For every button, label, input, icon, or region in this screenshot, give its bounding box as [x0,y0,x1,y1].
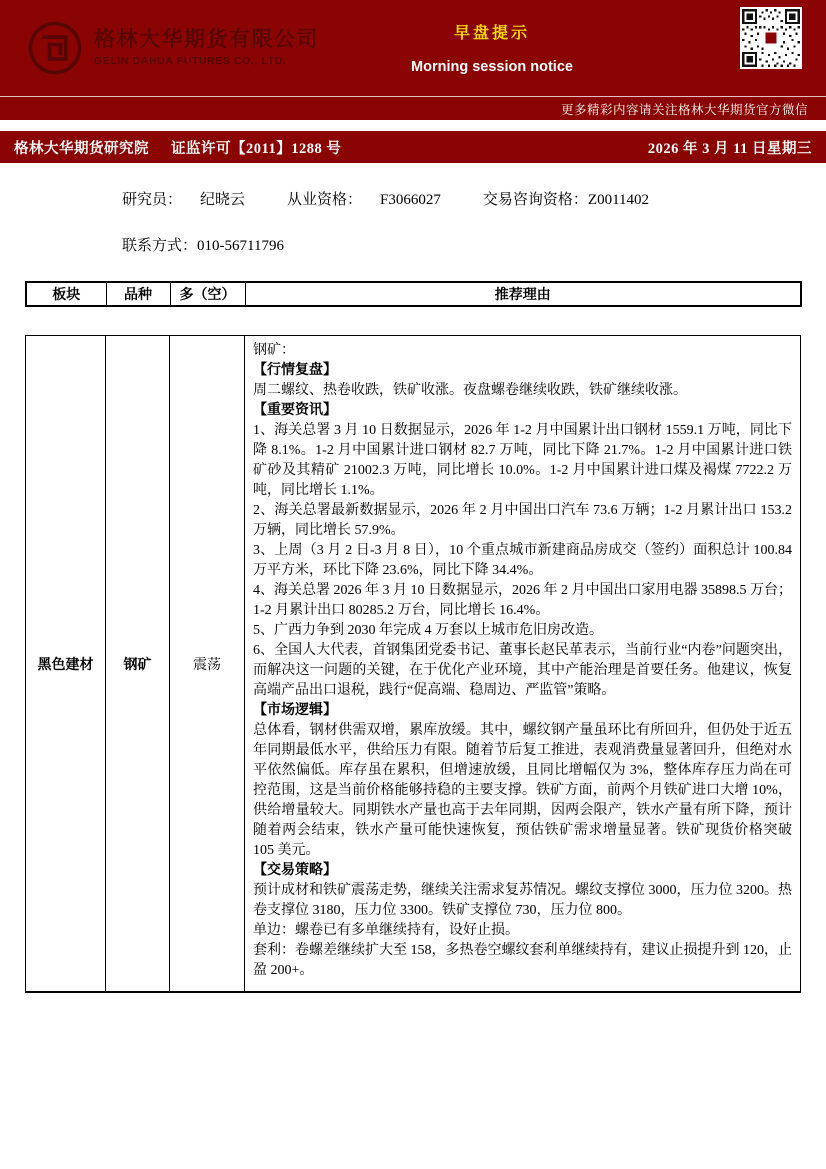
sector-cell: 黑色建材 [26,336,106,993]
advisory-number: Z0011402 [587,192,650,208]
license-number: 证监许可【2011】1288 号 [171,140,342,157]
advisory-label: 交易咨询资格： [482,192,588,208]
col-header-sector: 板块 [26,282,106,306]
reason-paragraph: 【重要资讯】 [253,403,337,418]
notice-title-en: Morning session notice [411,59,573,75]
recommendation-table-body [25,335,801,993]
researcher-info [122,188,826,255]
researcher-row-2 [122,234,826,255]
reason-paragraph: 单边：螺卷已有多单继续持有，设好止损。 [253,923,519,938]
variety-cell: 钢矿 [106,336,170,993]
contact-number: 010-56711796 [197,238,284,254]
reason-paragraph: 3、上周（3 月 2 日-3 月 8 日），10 个重点城市新建商品房成交（签约）面积总计 100.84 万平方米，环比下降 23.6%，同比下降 34.4%。 [253,543,792,578]
reason-paragraph: 【市场逻辑】 [253,703,337,718]
report-date: 2026 年 3 月 11 日星期三 [647,140,812,157]
reason-paragraph: 【行情复盘】 [253,363,337,378]
recommendation-table-header [25,281,802,307]
direction-cell: 震荡 [170,336,245,993]
reason-paragraph: 6、全国人大代表，首钢集团党委书记、董事长赵民革表示，当前行业“内卷”问题突出，而解决这一问题的关键，在于优化产业环境，其中产能治理是首要任务。他建议，恢复高端产品出口退税，践行“促高端、稳周边、严监管”策略。 [253,643,792,698]
header-banner [0,0,826,120]
notice-title-cn: 早盘提示 [453,25,530,42]
reason-paragraph: 4、海关总署 2026 年 3 月 10 日数据显示，2026 年 2 月中国出口家用电器 35898.5 万台；1-2 月累计出口 80285.2 万台，同比增长 16.4%。 [253,583,792,618]
reason-paragraph: 预计成材和铁矿震荡走势，继续关注需求复苏情况。螺纹支撑位 3000，压力位 3200。热卷支撑位 3180，压力位 3300。铁矿支撑位 730，压力位 800。 [253,883,792,918]
reason-paragraph: 【交易策略】 [253,863,337,878]
col-header-direction: 多（空） [170,282,245,306]
notice-title-block [372,20,612,75]
col-header-variety: 品种 [106,282,170,306]
institute-left [14,137,341,158]
company-logo-icon [26,19,84,77]
company-logo-block [26,19,319,77]
col-header-reason: 推荐理由 [245,282,801,306]
reason-paragraph: 周二螺纹、热卷收跌，铁矿收涨。夜盘螺卷继续收跌，铁矿继续收涨。 [253,383,687,398]
reason-paragraph: 钢矿： [253,343,295,358]
reason-cell [245,336,801,993]
wechat-banner [0,96,826,120]
company-name-cn: 格林大华期货有限公司 [94,27,319,52]
reason-paragraph: 5、广西力争到 2030 年完成 4 万套以上城市危旧房改造。 [253,623,603,638]
contact-label: 联系方式： [122,238,198,254]
reason-paragraph: 总体看，钢材供需双增，累库放缓。其中，螺纹钢产量虽环比有所回升，但仍处于近五年同期最低水平，供给压力有限。随着节后复工推进，表观消费量显著回升，但绝对水平依然偏低。库存虽在累积，但增速放缓，且同比增幅仅为 3%，整体库存压力尚在可控范围，这是当前价格能够持稳的主要支撑。铁矿方面，前两个月铁矿进口大增 10%，供给增量较大。同期铁水产量也高于去年同期，因两会限产，铁水产量有所下降，预计随着两会结束，铁水产量可能快速恢复，预估铁矿需求增量显著。铁矿现货价格突破 105 美元。 [253,723,792,858]
researcher-name: 纪晓云 [200,192,246,208]
qualification-number: F3066027 [380,192,441,208]
reason-paragraph: 套利：卷螺差继续扩大至 158，多热卷空螺纹套利单继续持有，建议止损提升到 120，止盈 200+。 [253,943,792,978]
header-gap [0,120,826,131]
reason-paragraph: 2、海关总署最新数据显示，2026 年 2 月中国出口汽车 73.6 万辆；1-2 月累计出口 153.2 万辆，同比增长 57.9%。 [253,503,792,538]
qr-code-image [740,7,802,69]
recommendation-row [26,336,801,993]
company-names [94,28,319,68]
wechat-tip-text: 更多精彩内容请关注格林大华期货官方微信 [560,102,808,117]
researcher-row-1 [122,188,826,209]
header-row [26,282,801,306]
reason-content [253,341,792,981]
qualification-label: 从业资格： [287,192,363,208]
reason-paragraph: 1、海关总署 3 月 10 日数据显示，2026 年 1-2 月中国累计出口钢材 1559.1 万吨，同比下降 8.1%。1-2 月中国累计进口钢材 82.7 万吨，同比下降 21.7%。1-2 月中国累计进口铁矿砂及其精矿 21002.3 万吨，同比增长 10.0%。1-2 月中国累计进口煤及褐煤 7722.2 万吨，同比增长 1.1%。 [253,423,792,498]
company-name-en: GELIN DAHUA FUTURES CO., LTD. [94,55,287,68]
header-main [0,0,826,96]
institute-bar [0,131,826,163]
institute-name: 格林大华期货研究院 [14,140,149,157]
researcher-label: 研究员： [122,192,183,208]
